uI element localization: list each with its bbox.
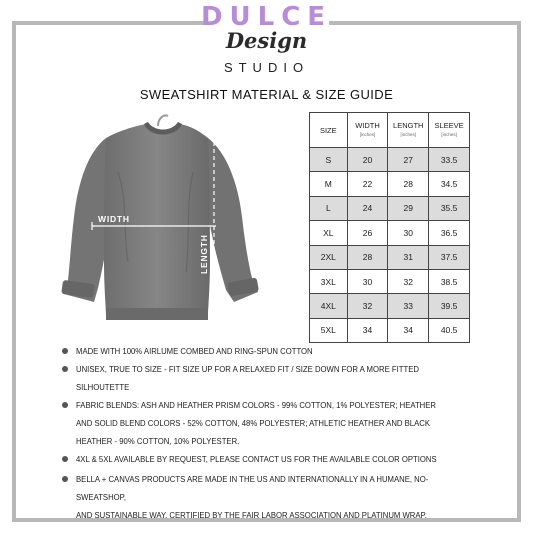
cell-width: 28 xyxy=(347,245,388,269)
cell-length: 33 xyxy=(388,294,429,318)
table-row xyxy=(310,245,470,269)
note-item xyxy=(62,470,512,524)
table-row xyxy=(310,294,470,318)
cell-width: 32 xyxy=(347,294,388,318)
cell-width: 20 xyxy=(347,148,388,172)
header-size: SIZE xyxy=(310,113,348,148)
note-text: 4XL & 5XL AVAILABLE BY REQUEST, PLEASE CONTACT US FOR THE AVAILABLE COLOR OPTIONS xyxy=(76,454,437,464)
table-row xyxy=(310,196,470,220)
note-item xyxy=(62,342,512,360)
cell-size: 2XL xyxy=(310,245,348,269)
sweatshirt-illustration xyxy=(58,112,268,332)
note-item xyxy=(62,396,512,450)
table-row xyxy=(310,269,470,293)
bullet-dot-icon xyxy=(62,402,68,408)
brand-logo-studio: STUDIO xyxy=(223,60,310,75)
note-text: MADE WITH 100% AIRLUME COMBED AND RING-SPUN COTTON xyxy=(76,346,313,356)
cell-sleeve: 33.5 xyxy=(429,148,470,172)
table-row xyxy=(310,148,470,172)
cell-size: 5XL xyxy=(310,318,348,342)
page-title: SWEATSHIRT MATERIAL & SIZE GUIDE xyxy=(139,87,394,102)
table-row xyxy=(310,318,470,342)
note-text: UNISEX, TRUE TO SIZE - FIT SIZE UP FOR A RELAXED FIT / SIZE DOWN FOR A MORE FITTED SILHOUTETTE xyxy=(76,364,419,392)
note-text: BELLA + CANVAS PRODUCTS ARE MADE IN THE US AND INTERNATIONALLY IN A HUMANE, NO-SWEATSHOP, AND SUSTAINABLE WAY. CERTIFIED BY THE FAIR LABOR ASSOCIATION AND PLATINUM WRAP. xyxy=(76,474,429,520)
header-length: LENGTH [inches] xyxy=(388,113,429,148)
frame-left xyxy=(12,21,16,522)
cell-sleeve: 34.5 xyxy=(429,172,470,196)
cell-sleeve: 36.5 xyxy=(429,221,470,245)
cell-sleeve: 38.5 xyxy=(429,269,470,293)
product-notes-list xyxy=(62,342,512,524)
cell-size: M xyxy=(310,172,348,196)
cell-width: 34 xyxy=(347,318,388,342)
bullet-dot-icon xyxy=(62,348,68,354)
cell-length: 34 xyxy=(388,318,429,342)
note-item xyxy=(62,450,512,468)
cell-sleeve: 35.5 xyxy=(429,196,470,220)
table-row xyxy=(310,221,470,245)
cell-width: 30 xyxy=(347,269,388,293)
note-text: FABRIC BLENDS: ASH AND HEATHER PRISM COLORS - 99% COTTON, 1% POLYESTER; HEATHER AND SOLID BLEND COLORS - 52% COTTON, 48% POLYESTER; ATHLETIC HEATHER AND BLACK HEATHER - 90% COTTON, 10% POLYESTER. xyxy=(76,400,437,446)
bullet-dot-icon xyxy=(62,366,68,372)
cell-size: 3XL xyxy=(310,269,348,293)
brand-logo-name: DULCE xyxy=(200,2,333,32)
cell-length: 28 xyxy=(388,172,429,196)
bullet-dot-icon xyxy=(62,476,68,482)
length-label: LENGTH xyxy=(199,234,209,274)
cell-sleeve: 40.5 xyxy=(429,318,470,342)
brand-logo-script: Design xyxy=(225,28,308,53)
cell-size: L xyxy=(310,196,348,220)
cell-width: 26 xyxy=(347,221,388,245)
size-chart-table xyxy=(309,112,470,343)
cell-sleeve: 39.5 xyxy=(429,294,470,318)
cell-sleeve: 37.5 xyxy=(429,245,470,269)
cell-length: 32 xyxy=(388,269,429,293)
cell-length: 31 xyxy=(388,245,429,269)
right-sleeve xyxy=(208,138,258,302)
cell-size: S xyxy=(310,148,348,172)
frame-top-left xyxy=(12,21,206,25)
cell-size: 4XL xyxy=(310,294,348,318)
bullet-dot-icon xyxy=(62,456,68,462)
frame-right xyxy=(517,21,521,522)
note-item xyxy=(62,360,512,396)
header-sleeve: SLEEVE [inches] xyxy=(429,113,470,148)
cell-length: 27 xyxy=(388,148,429,172)
width-label: WIDTH xyxy=(98,214,130,224)
cell-width: 22 xyxy=(347,172,388,196)
hanger-hook xyxy=(158,115,168,126)
frame-top-right xyxy=(329,21,521,25)
table-header-row xyxy=(310,113,470,148)
waistband xyxy=(106,308,208,320)
cell-size: XL xyxy=(310,221,348,245)
table-row xyxy=(310,172,470,196)
cell-length: 29 xyxy=(388,196,429,220)
cell-length: 30 xyxy=(388,221,429,245)
cell-width: 24 xyxy=(347,196,388,220)
header-width: WIDTH [inches] xyxy=(347,113,388,148)
